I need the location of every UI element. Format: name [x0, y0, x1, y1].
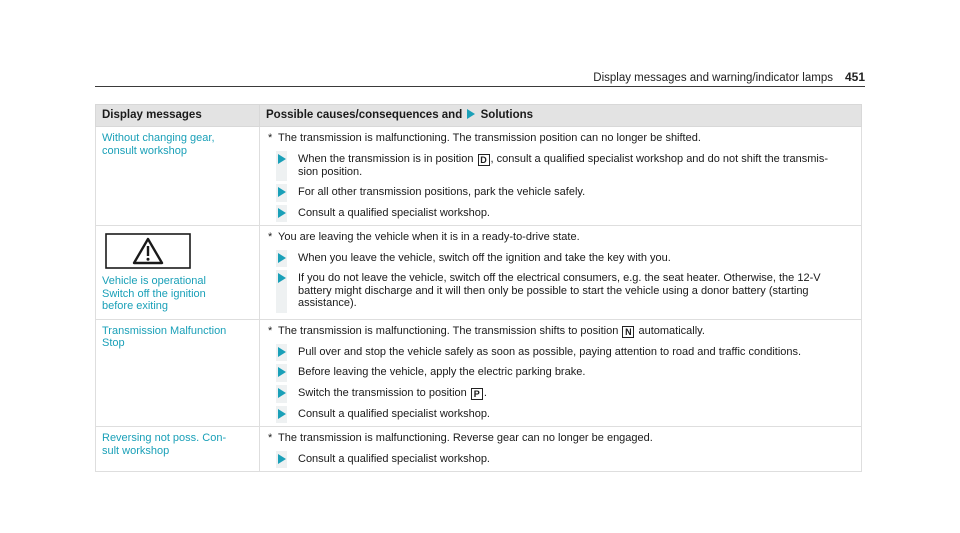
- asterisk-icon: *: [268, 432, 273, 444]
- page-header-title: Display messages and warning/indicator lamps: [593, 72, 833, 84]
- step-text: If you do not leave the vehicle, switch off the electrical consumers, e.g. the seat heater. Otherwise, the 12-V: [298, 272, 821, 284]
- message-text: consult workshop: [102, 144, 187, 157]
- page-header: [95, 70, 865, 84]
- message-text: Switch off the ignition: [102, 287, 206, 300]
- arrow-right-icon: [278, 367, 286, 377]
- message-text: before exiting: [102, 300, 169, 312]
- message-cell: [96, 427, 260, 472]
- step-text: When the transmission is in position: [298, 152, 474, 165]
- cause-text: The transmission is malfunctioning. Reverse gear can no longer be engaged.: [278, 432, 653, 444]
- asterisk-icon: *: [268, 231, 273, 243]
- step-text: , consult a qualified specialist workshop and do not shift the transmis-: [490, 152, 829, 165]
- message-text: Transmission Malfunction: [102, 324, 227, 337]
- gear-p-icon: P: [471, 388, 483, 400]
- cause-text: The transmission is malfunctioning. The transmission position can no longer be shifted.: [278, 132, 701, 144]
- gear-n-icon: N: [622, 326, 634, 338]
- message-text: Stop: [102, 337, 125, 349]
- asterisk-icon: *: [268, 324, 273, 337]
- page-number: 451: [844, 70, 865, 84]
- step-text: .: [483, 386, 487, 399]
- arrow-right-icon: [278, 409, 286, 419]
- solution-step: [266, 207, 855, 220]
- column-header-solutions-text: Solutions: [480, 108, 534, 121]
- solution-step: [266, 272, 855, 310]
- arrow-right-icon: [278, 347, 286, 357]
- causes-cell: [260, 319, 862, 427]
- arrow-right-icon: [467, 109, 475, 119]
- step-text: sion position.: [298, 165, 363, 178]
- step-text: Before leaving the vehicle, apply the electric parking brake.: [298, 366, 586, 378]
- gear-d-icon: D: [478, 154, 490, 166]
- solution-step: [266, 153, 855, 179]
- message-text: sult workshop: [102, 444, 170, 457]
- solution-step: [266, 366, 855, 379]
- step-text: assistance).: [298, 297, 357, 309]
- solution-step: [266, 346, 855, 359]
- table-row: [96, 226, 862, 320]
- arrow-right-icon: [278, 208, 286, 218]
- column-header-causes-text: Possible causes/consequences and: [266, 108, 463, 121]
- step-text: Consult a qualified specialist workshop.: [298, 206, 490, 219]
- step-text: battery might discharge and it will then only be possible to start the vehicle using a donor battery (starting: [298, 284, 809, 297]
- message-text: Without changing gear,: [102, 132, 215, 144]
- message-text: Reversing not poss. Con-: [102, 432, 227, 444]
- solution-step: [266, 453, 855, 466]
- message-cell: [96, 127, 260, 226]
- column-header-messages: Display messages: [96, 105, 260, 127]
- message-cell: [96, 319, 260, 427]
- step-text: Switch the transmission to position: [298, 386, 467, 399]
- arrow-right-icon: [278, 187, 286, 197]
- table-row: [96, 319, 862, 427]
- step-text: Consult a qualified specialist workshop.: [298, 452, 490, 465]
- message-text: Vehicle is operational: [102, 275, 206, 287]
- step-text: Pull over and stop the vehicle safely as soon as possible, paying attention to road and traffic conditions.: [298, 345, 802, 358]
- cause-note: [266, 132, 855, 145]
- step-text: For all other transmission positions, park the vehicle safely.: [298, 186, 586, 198]
- arrow-right-icon: [278, 388, 286, 398]
- table-row: [96, 427, 862, 472]
- solution-step: [266, 252, 855, 265]
- table-row: [96, 127, 862, 226]
- arrow-right-icon: [278, 253, 286, 263]
- cause-text: The transmission is malfunctioning. The transmission shifts to position: [278, 324, 619, 337]
- step-text: Consult a qualified specialist workshop.: [298, 407, 490, 420]
- causes-cell: [260, 127, 862, 226]
- arrow-right-icon: [278, 454, 286, 464]
- solution-step: [266, 387, 855, 400]
- column-header-causes: [260, 105, 862, 127]
- cause-note: [266, 231, 855, 244]
- arrow-right-icon: [278, 273, 286, 283]
- asterisk-icon: *: [268, 132, 273, 144]
- cause-text: automatically.: [638, 324, 705, 337]
- header-divider: [95, 86, 865, 87]
- causes-cell: [260, 226, 862, 320]
- message-cell: [96, 226, 260, 320]
- cause-note: [266, 325, 855, 338]
- cause-note: [266, 432, 855, 445]
- solution-step: [266, 408, 855, 421]
- display-messages-table: [95, 104, 862, 472]
- step-text: When you leave the vehicle, switch off the ignition and take the key with you.: [298, 251, 671, 264]
- causes-cell: [260, 427, 862, 472]
- cause-text: You are leaving the vehicle when it is in a ready-to-drive state.: [278, 231, 580, 243]
- table-header-row: [96, 105, 862, 127]
- arrow-right-icon: [278, 154, 286, 164]
- warning-triangle-icon: [105, 233, 191, 269]
- solution-step: [266, 186, 855, 199]
